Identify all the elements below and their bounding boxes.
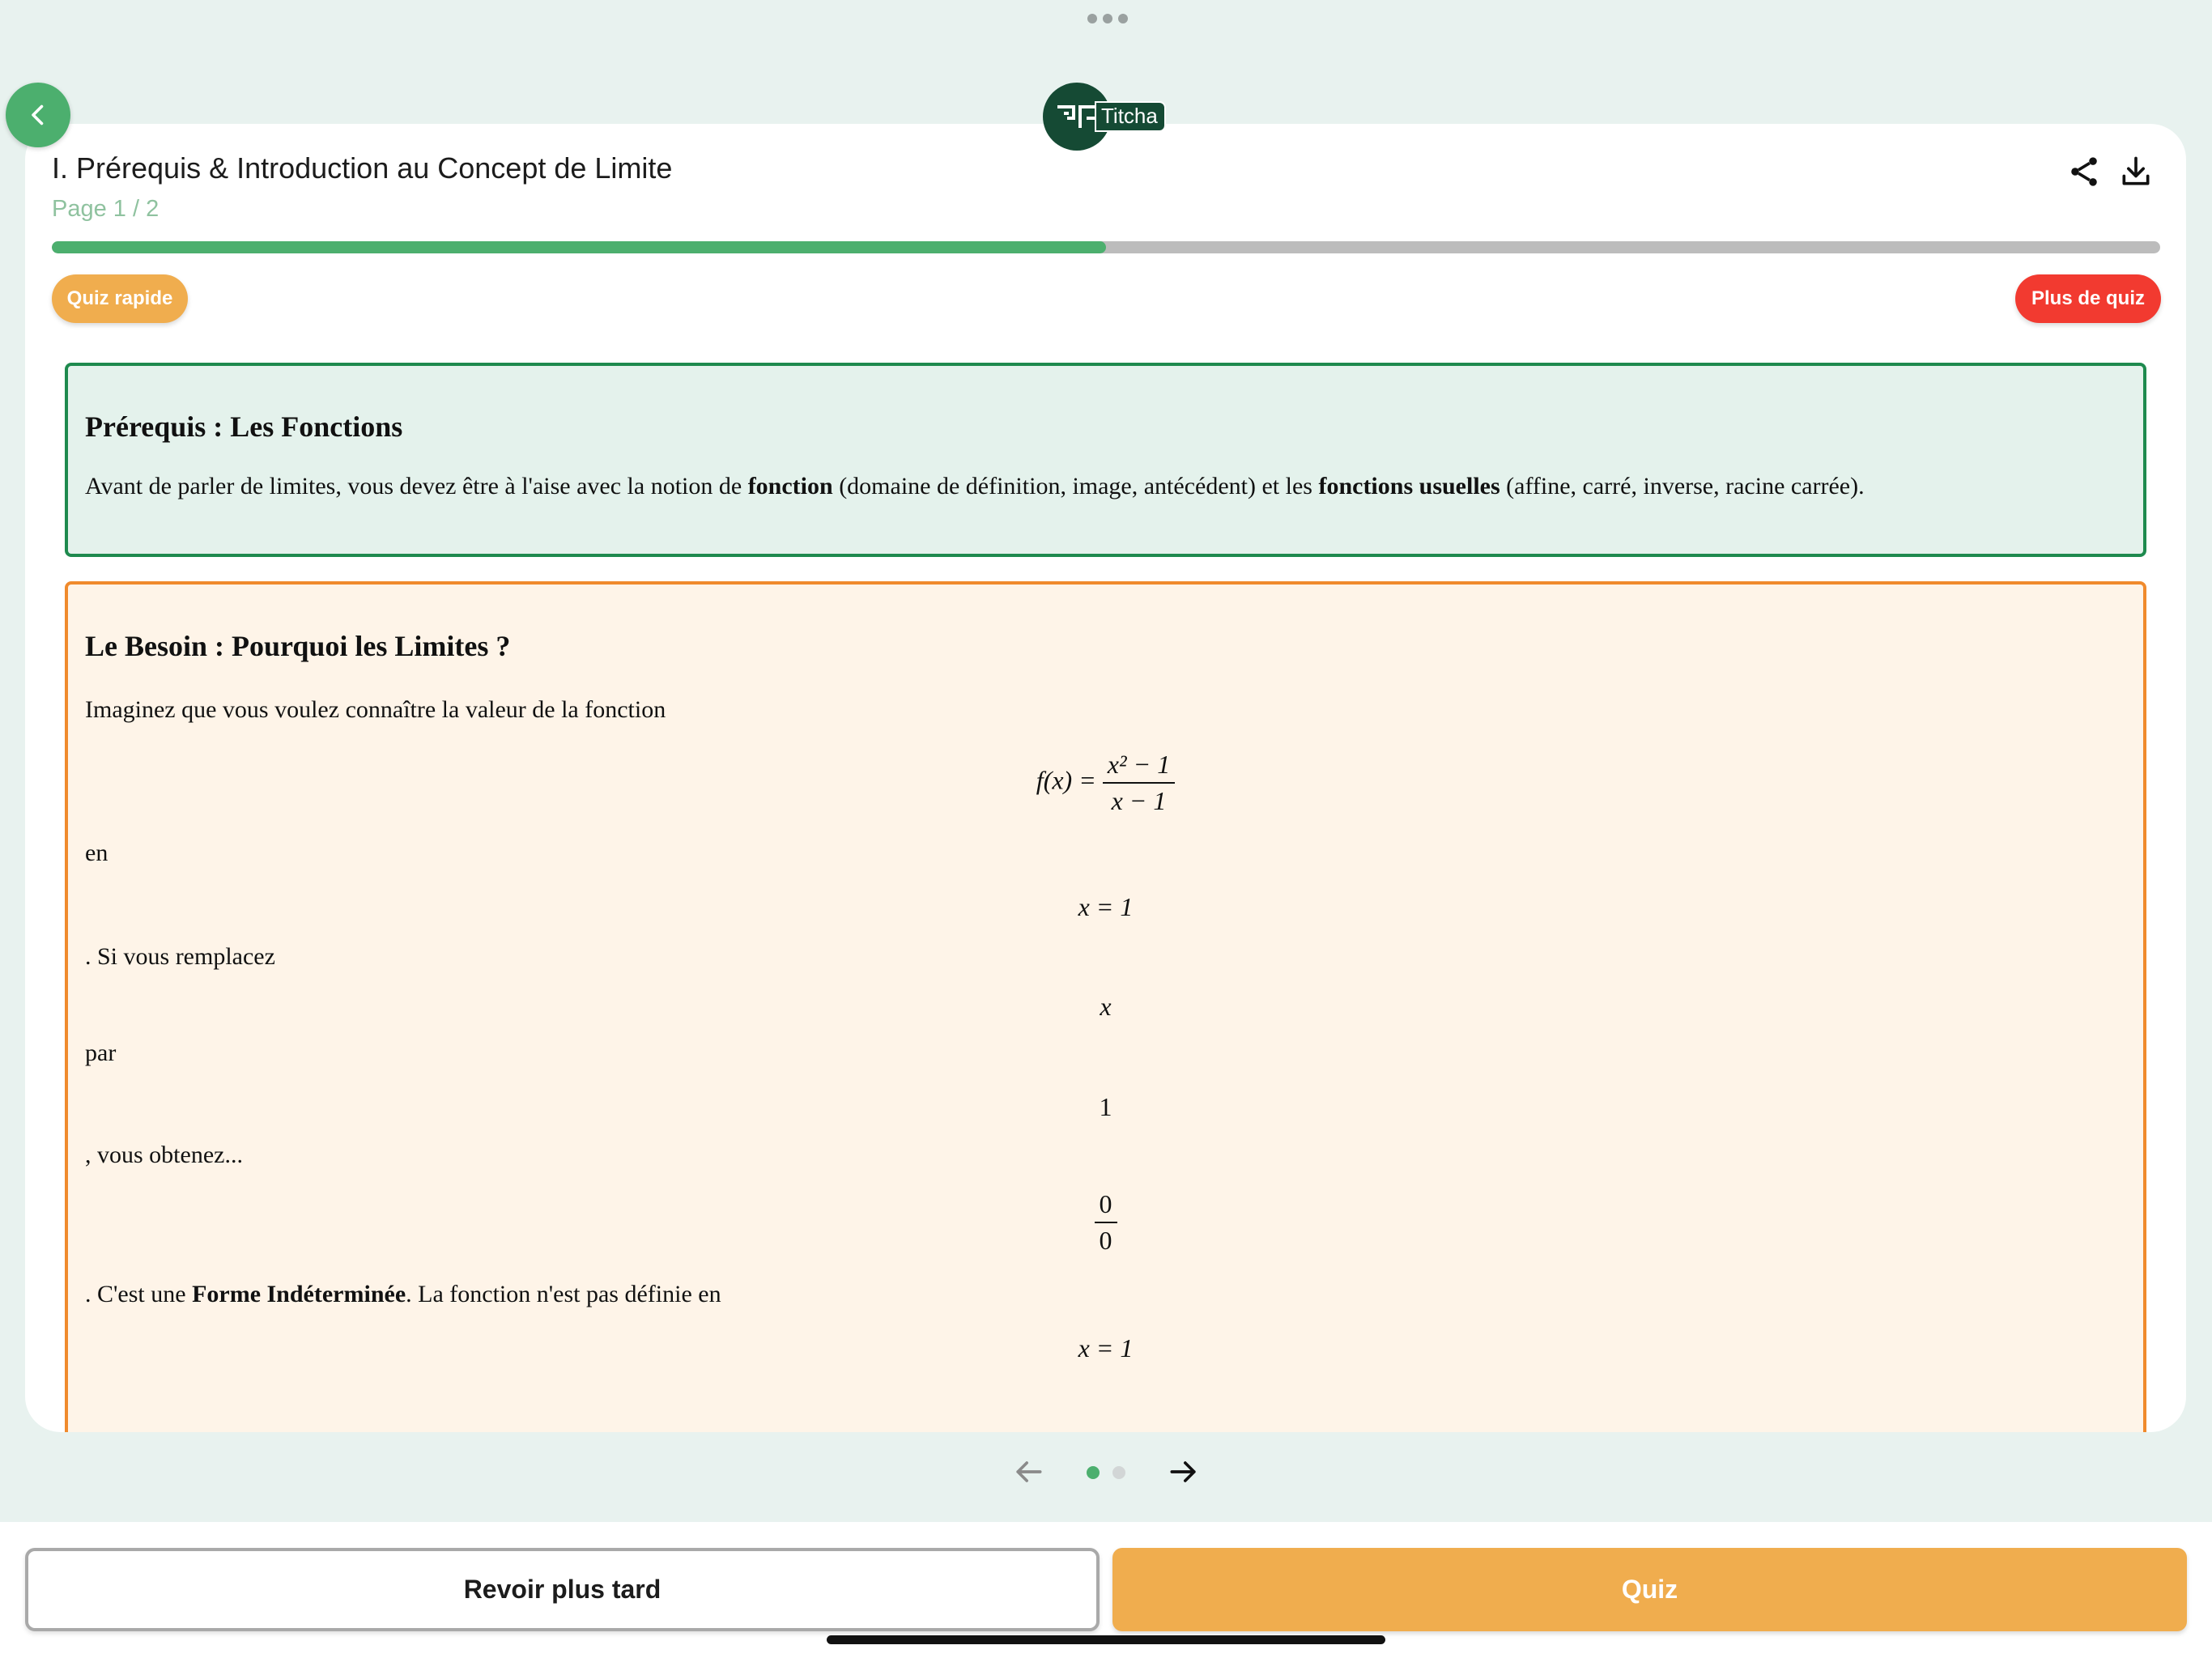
math-line [68, 992, 2143, 1022]
text-segment: . La fonction n'est pas définie en [406, 1281, 721, 1307]
formula-denominator: x − 1 [1111, 786, 1167, 816]
logo-text: Titcha [1095, 101, 1166, 132]
page-dot-active[interactable] [1087, 1466, 1100, 1479]
progress-bar [52, 241, 2160, 253]
text-segment: (domaine de définition, image, antécédent) et les [832, 473, 1319, 500]
page-indicator-text: Page 1 / 2 [52, 196, 160, 222]
text-line: , vous obtenez... [85, 1141, 243, 1168]
math-expression: 1 [1099, 1092, 1112, 1121]
app-logo [1043, 83, 1166, 151]
math-line [68, 1333, 2143, 1363]
fraction [1095, 1190, 1117, 1255]
quiz-button[interactable]: Quiz [1112, 1548, 2187, 1631]
text-segment: Avant de parler de limites, vous devez être à l'aise avec la notion de [85, 473, 748, 500]
formula-fraction [1103, 750, 1175, 815]
fraction-zero-over-zero [68, 1190, 2143, 1255]
formula-numerator: x² − 1 [1103, 750, 1175, 784]
review-later-button[interactable]: Revoir plus tard [25, 1548, 1100, 1631]
besoin-heading: Le Besoin : Pourquoi les Limites ? [85, 630, 511, 662]
bottom-action-bar [0, 1522, 2212, 1658]
dot [1103, 14, 1112, 23]
text-line: Imaginez que vous voulez connaître la valeur de la fonction [85, 696, 666, 723]
fraction-denominator: 0 [1099, 1226, 1112, 1256]
bold-term: fonctions usuelles [1318, 473, 1500, 500]
chevron-left-icon [23, 100, 53, 130]
arrow-right-icon[interactable] [1166, 1454, 1202, 1490]
formula-fx [68, 750, 2143, 815]
text-line: en [85, 840, 108, 866]
share-icon[interactable] [2066, 154, 2102, 189]
dot [1118, 14, 1128, 23]
math-line [68, 892, 2143, 922]
math-expression: x [1100, 992, 1112, 1021]
text-segment: . C'est une [85, 1281, 193, 1307]
prerequis-text [85, 473, 1865, 500]
math-expression: x = 1 [1078, 1333, 1134, 1363]
text-line: . Si vous remplacez [85, 943, 275, 970]
bold-term: Forme Indéterminée [192, 1281, 406, 1307]
prerequis-heading: Prérequis : Les Fonctions [85, 410, 403, 443]
page-dot[interactable] [1112, 1466, 1125, 1479]
besoin-box [65, 581, 2146, 1432]
page-navigation [1004, 1452, 1208, 1492]
bold-term: fonction [747, 473, 833, 500]
lesson-card [25, 124, 2186, 1432]
text-segment: (affine, carré, inverse, racine carrée). [1499, 473, 1865, 500]
math-line [68, 1092, 2143, 1122]
back-button[interactable] [6, 83, 70, 147]
quick-quiz-button[interactable]: Quiz rapide [52, 274, 188, 323]
lesson-title: I. Prérequis & Introduction au Concept de Limite [52, 151, 673, 185]
text-line: par [85, 1039, 117, 1066]
arrow-left-icon[interactable] [1010, 1454, 1046, 1490]
home-indicator[interactable] [827, 1635, 1385, 1644]
download-icon[interactable] [2118, 154, 2154, 189]
prerequis-box [65, 363, 2146, 557]
formula-lhs: f(x) = [1036, 765, 1103, 795]
math-expression: x = 1 [1078, 892, 1134, 921]
fraction-numerator: 0 [1095, 1190, 1117, 1223]
titcha-logo-icon [1053, 100, 1101, 133]
progress-fill [52, 241, 1106, 253]
dot [1087, 14, 1097, 23]
text-line [85, 1281, 721, 1308]
multitask-dots[interactable] [1087, 14, 1128, 23]
more-quiz-button[interactable]: Plus de quiz [2015, 274, 2161, 323]
